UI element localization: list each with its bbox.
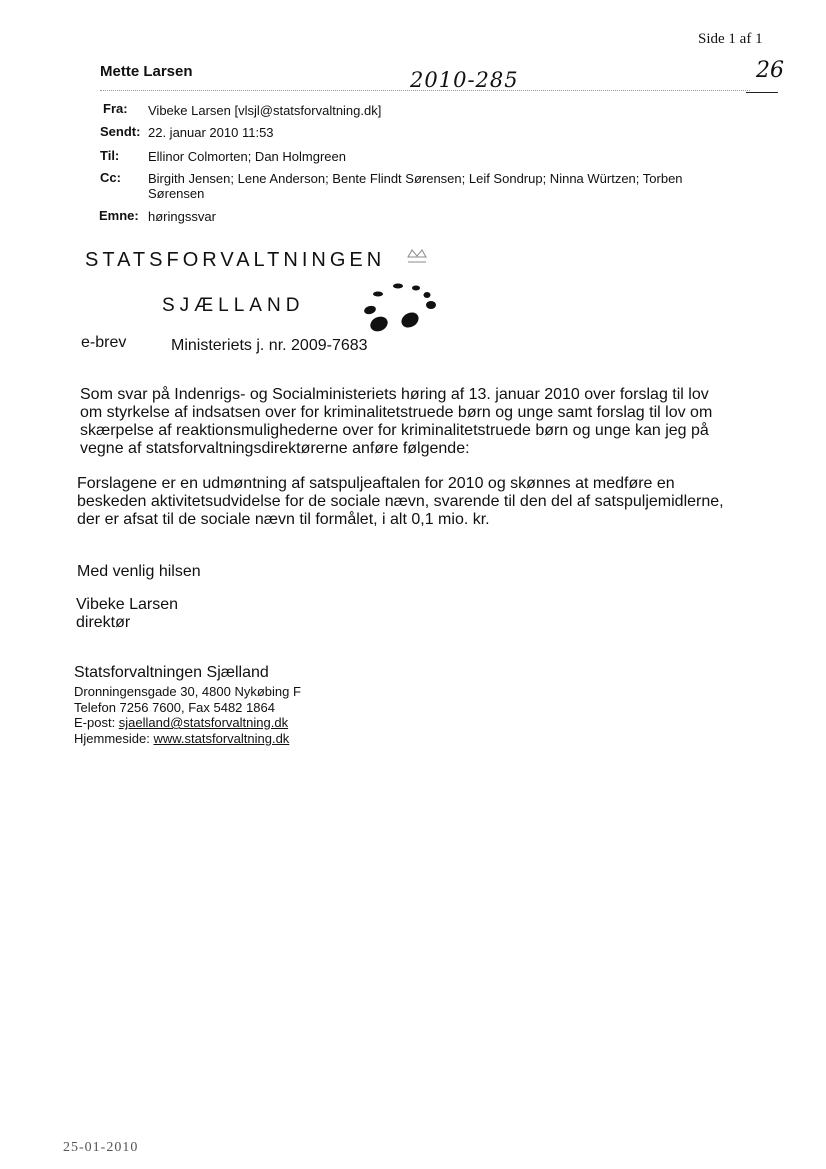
page-number: Side 1 af 1 [698,31,763,47]
sent-value: 22. januar 2010 11:53 [148,125,274,140]
journal-number: Ministeriets j. nr. 2009-7683 [171,337,368,354]
mailbox-owner-name: Mette Larsen [100,63,193,80]
cc-value-line1: Birgith Jensen; Lene Anderson; Bente Flindt Sørensen; Leif Sondrup; Ninna Würtzen; Torben [148,171,683,186]
handwritten-underline [746,92,778,93]
footer-phone: Telefon 7256 7600, Fax 5482 1864 [74,700,275,715]
footer-web-label: Hjemmeside: [74,731,154,746]
signer-title: direktør [76,614,131,631]
body-paragraph-2: Forslagene er en udmøntning af satspuljeaftalen for 2010 og skønnes at medføre en beskeden aktivitetsudvidelse for de sociale nævn, svarende til den del af satspuljemidlerne, der er afsat til de sociale nævn til formålet, i alt 0,1 mio. kr. [77,475,724,528]
cc-label: Cc: [100,170,121,185]
from-value: Vibeke Larsen [vlsjl@statsforvaltning.dk] [148,103,382,118]
footer-org-name: Statsforvaltningen Sjælland [74,664,269,681]
signer-name: Vibeke Larsen [76,596,178,613]
footer-web-link[interactable]: www.statsforvaltning.dk [153,731,290,746]
crown-dots-logo-icon [355,240,450,335]
handwritten-case-number: 2010-285 [410,68,519,92]
footer-email-label: E-post: [74,715,119,730]
letterhead-line1: STATSFORVALTNINGEN [85,249,386,271]
date-stamp: 25-01-2010 [63,1140,139,1155]
footer-email-row [74,715,288,730]
body-paragraph-1: Som svar på Indenrigs- og Socialministeriets høring af 13. januar 2010 over forslag til lov om styrkelse af indsatsen over for kriminalitetstruede børn og unge samt forslag til lov om skærpelse af reaktionsmulighederne over for kriminalitetstruede børn og unge kan jeg på vegne af statsforvaltningsdirektørerne anføre følgende: [80,386,713,457]
sent-label: Sendt: [100,124,141,139]
from-label: Fra: [103,101,128,116]
footer-email-link[interactable]: sjaelland@statsforvaltning.dk [118,715,289,730]
subject-label: Emne: [99,208,139,223]
header-rule [100,90,750,91]
letterhead-line2: SJÆLLAND [162,295,305,316]
to-label: Til: [100,148,120,163]
footer-address: Dronningensgade 30, 4800 Nykøbing F [74,684,301,699]
handwritten-number: 26 [756,58,784,83]
to-value: Ellinor Colmorten; Dan Holmgreen [148,149,346,164]
closing-greeting: Med venlig hilsen [77,563,201,580]
footer-web-row [74,731,289,746]
subject-value: høringssvar [148,209,216,224]
cc-value-line2: Sørensen [148,186,205,201]
ebrev-label: e-brev [81,334,127,351]
